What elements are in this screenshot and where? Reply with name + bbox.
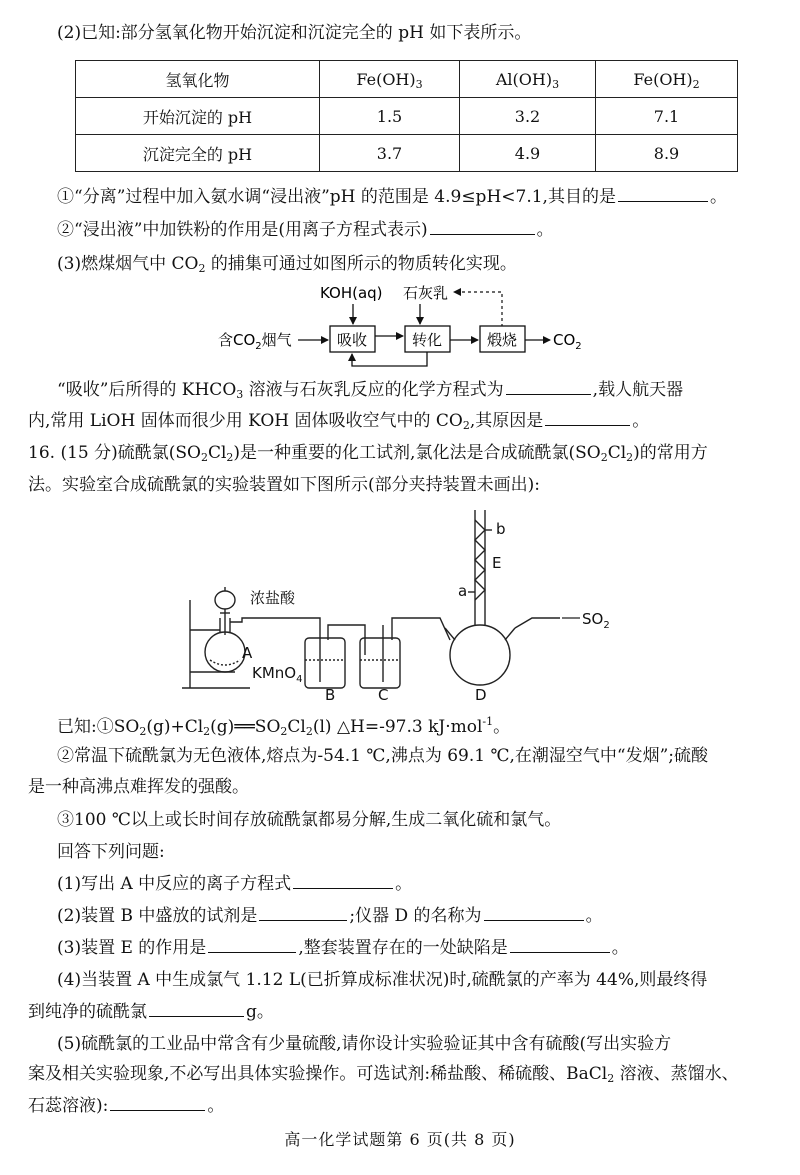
answer-blank[interactable] [259,904,347,921]
answer-blank[interactable] [545,409,630,426]
q16-part5-line1: (5)硫酰氯的工业品中常含有少量硫酸,请你设计实验验证其中含有硫酸(写出实验方 [57,1034,672,1054]
table-header-row [76,61,738,98]
label-a: A [242,644,253,662]
q15-3-line2: 内,常用 LiOH 固体而很少用 KOH 固体吸收空气中的 $CO_2$,其原因是 。 [28,411,650,432]
hcl-label: 浓盐酸 [250,589,296,607]
answer-blank[interactable] [618,185,708,202]
q15-2-sub1: ①“分离”过程中加入氨水调“浸出液”pH 的范围是 4.9≤pH<7.1,其目的是 。 [57,187,727,207]
co2-output-label: $CO_2$ [553,331,582,352]
koh-label: KOH(aq) [320,284,383,302]
q15-3-line1: “吸收”后所得的 $KHCO_3$ 溶液与石灰乳反应的化学方程式为 ,载人航天器 [57,380,684,401]
q16-part5-line3: 石蕊溶液): 。 [28,1096,225,1116]
answer-blank[interactable] [208,936,296,953]
answer-blank[interactable] [149,1000,244,1017]
co2-capture-flow-diagram [200,280,600,372]
label-b: B [325,686,336,704]
condenser-e [475,520,485,600]
so2-inlet-label: $SO_2$ [582,610,610,631]
lime-label: 石灰乳 [403,284,449,302]
label-d: D [475,686,487,704]
table-header: $Fe(OH)_2$ [596,61,738,98]
known-3: ③100 ℃以上或长时间存放硫酰氯都易分解,生成二氧化硫和氯气。 [57,810,562,830]
answer-blank[interactable] [110,1094,205,1111]
table-cell: 7.1 [596,98,738,135]
answer-blank[interactable] [293,872,393,889]
answer-blank[interactable] [506,378,591,395]
page-footer: 高一化学试题第 6 页(共 8 页) [284,1130,516,1149]
known-1: 已知$:①SO_2(g)+Cl_2(g)══SO_2Cl_2(l)$ △H=-97.3 kJ·mol$^{-1}$。 [57,715,511,738]
label-a-port: a [458,582,468,600]
known-2-line2: 是一种高沸点难挥发的强酸。 [28,777,249,797]
table-cell: 1.5 [320,98,460,135]
q16-part5-line2: 案及相关实验现象,不必写出具体实验操作。可选试剂:稀盐酸、稀硫酸、BaCl$_2$ 溶液、蒸馏水、 [28,1064,739,1085]
known-2-line1: ②常温下硫酰氯为无色液体,熔点为-54.1 ℃,沸点为 69.1 ℃,在潮湿空气中“发烟”;硫酸 [57,746,709,766]
table-cell: 4.9 [460,135,596,172]
bottle-c [360,638,400,688]
flask-a [205,632,245,672]
table-row [76,98,738,135]
table-header: $Al(OH)_3$ [460,61,596,98]
table-header: $Fe(OH)_3$ [320,61,460,98]
absorb-label: 吸收 [336,331,368,349]
convert-label: 转化 [411,331,443,349]
apparatus-diagram [180,500,620,705]
label-b-port: b [496,520,506,538]
kmno4-solid [210,660,240,665]
flue-gas-label: 含$CO_2$烟气 [218,331,292,352]
q16-line2: 法。实验室合成硫酰氯的实验装置如下图所示(部分夹持装置未画出): [28,475,540,495]
ph-table [75,60,738,172]
table-row [76,135,738,172]
separatory-funnel [215,591,235,609]
three-neck-flask-d [450,625,510,685]
label-e: E [492,554,502,572]
table-cell: 8.9 [596,135,738,172]
q16-part4-line1: (4)当装置 A 中生成氯气 1.12 L(已折算成标准状况)时,硫酰氯的产率为 44%,则最终得 [57,970,708,990]
q16-part2: (2)装置 B 中盛放的试剂是 ;仪器 D 的名称为 。 [57,906,603,926]
calcine-label: 煅烧 [486,331,518,349]
q16-line1: 16. (15 分)硫酰氯$(SO_2Cl_2)$是一种重要的化工试剂,氯化法是合成硫酰氯$(SO_2Cl_2)$的常用方 [28,443,708,464]
kmno4-label: KMnO$_4$ [252,664,303,685]
q15-2-sub2: ②“浸出液”中加铁粉的作用是(用离子方程式表示) 。 [57,220,554,240]
q16-part4-line2: 到纯净的硫酰氯 g。 [28,1002,274,1022]
bottle-b [305,638,345,688]
q15-2-intro: (2)已知:部分氢氧化物开始沉淀和沉淀完全的 pH 如下表所示。 [57,23,532,43]
answer-blank[interactable] [510,936,610,953]
answer-blank[interactable] [430,218,535,235]
q15-3-intro: (3)燃煤烟气中 $CO_2$ 的捕集可通过如图所示的物质转化实现。 [57,254,517,275]
table-cell: 3.7 [320,135,460,172]
table-cell: 3.2 [460,98,596,135]
row-label: 开始沉淀的 pH [76,98,320,135]
answer-prompt: 回答下列问题: [57,842,165,862]
answer-blank[interactable] [484,904,584,921]
q16-part1: (1)写出 A 中反应的离子方程式 。 [57,874,413,894]
q16-part3: (3)装置 E 的作用是 ,整套装置存在的一处缺陷是 。 [57,938,629,958]
table-header: 氢氧化物 [76,61,320,98]
row-label: 沉淀完全的 pH [76,135,320,172]
label-c: C [378,686,389,704]
